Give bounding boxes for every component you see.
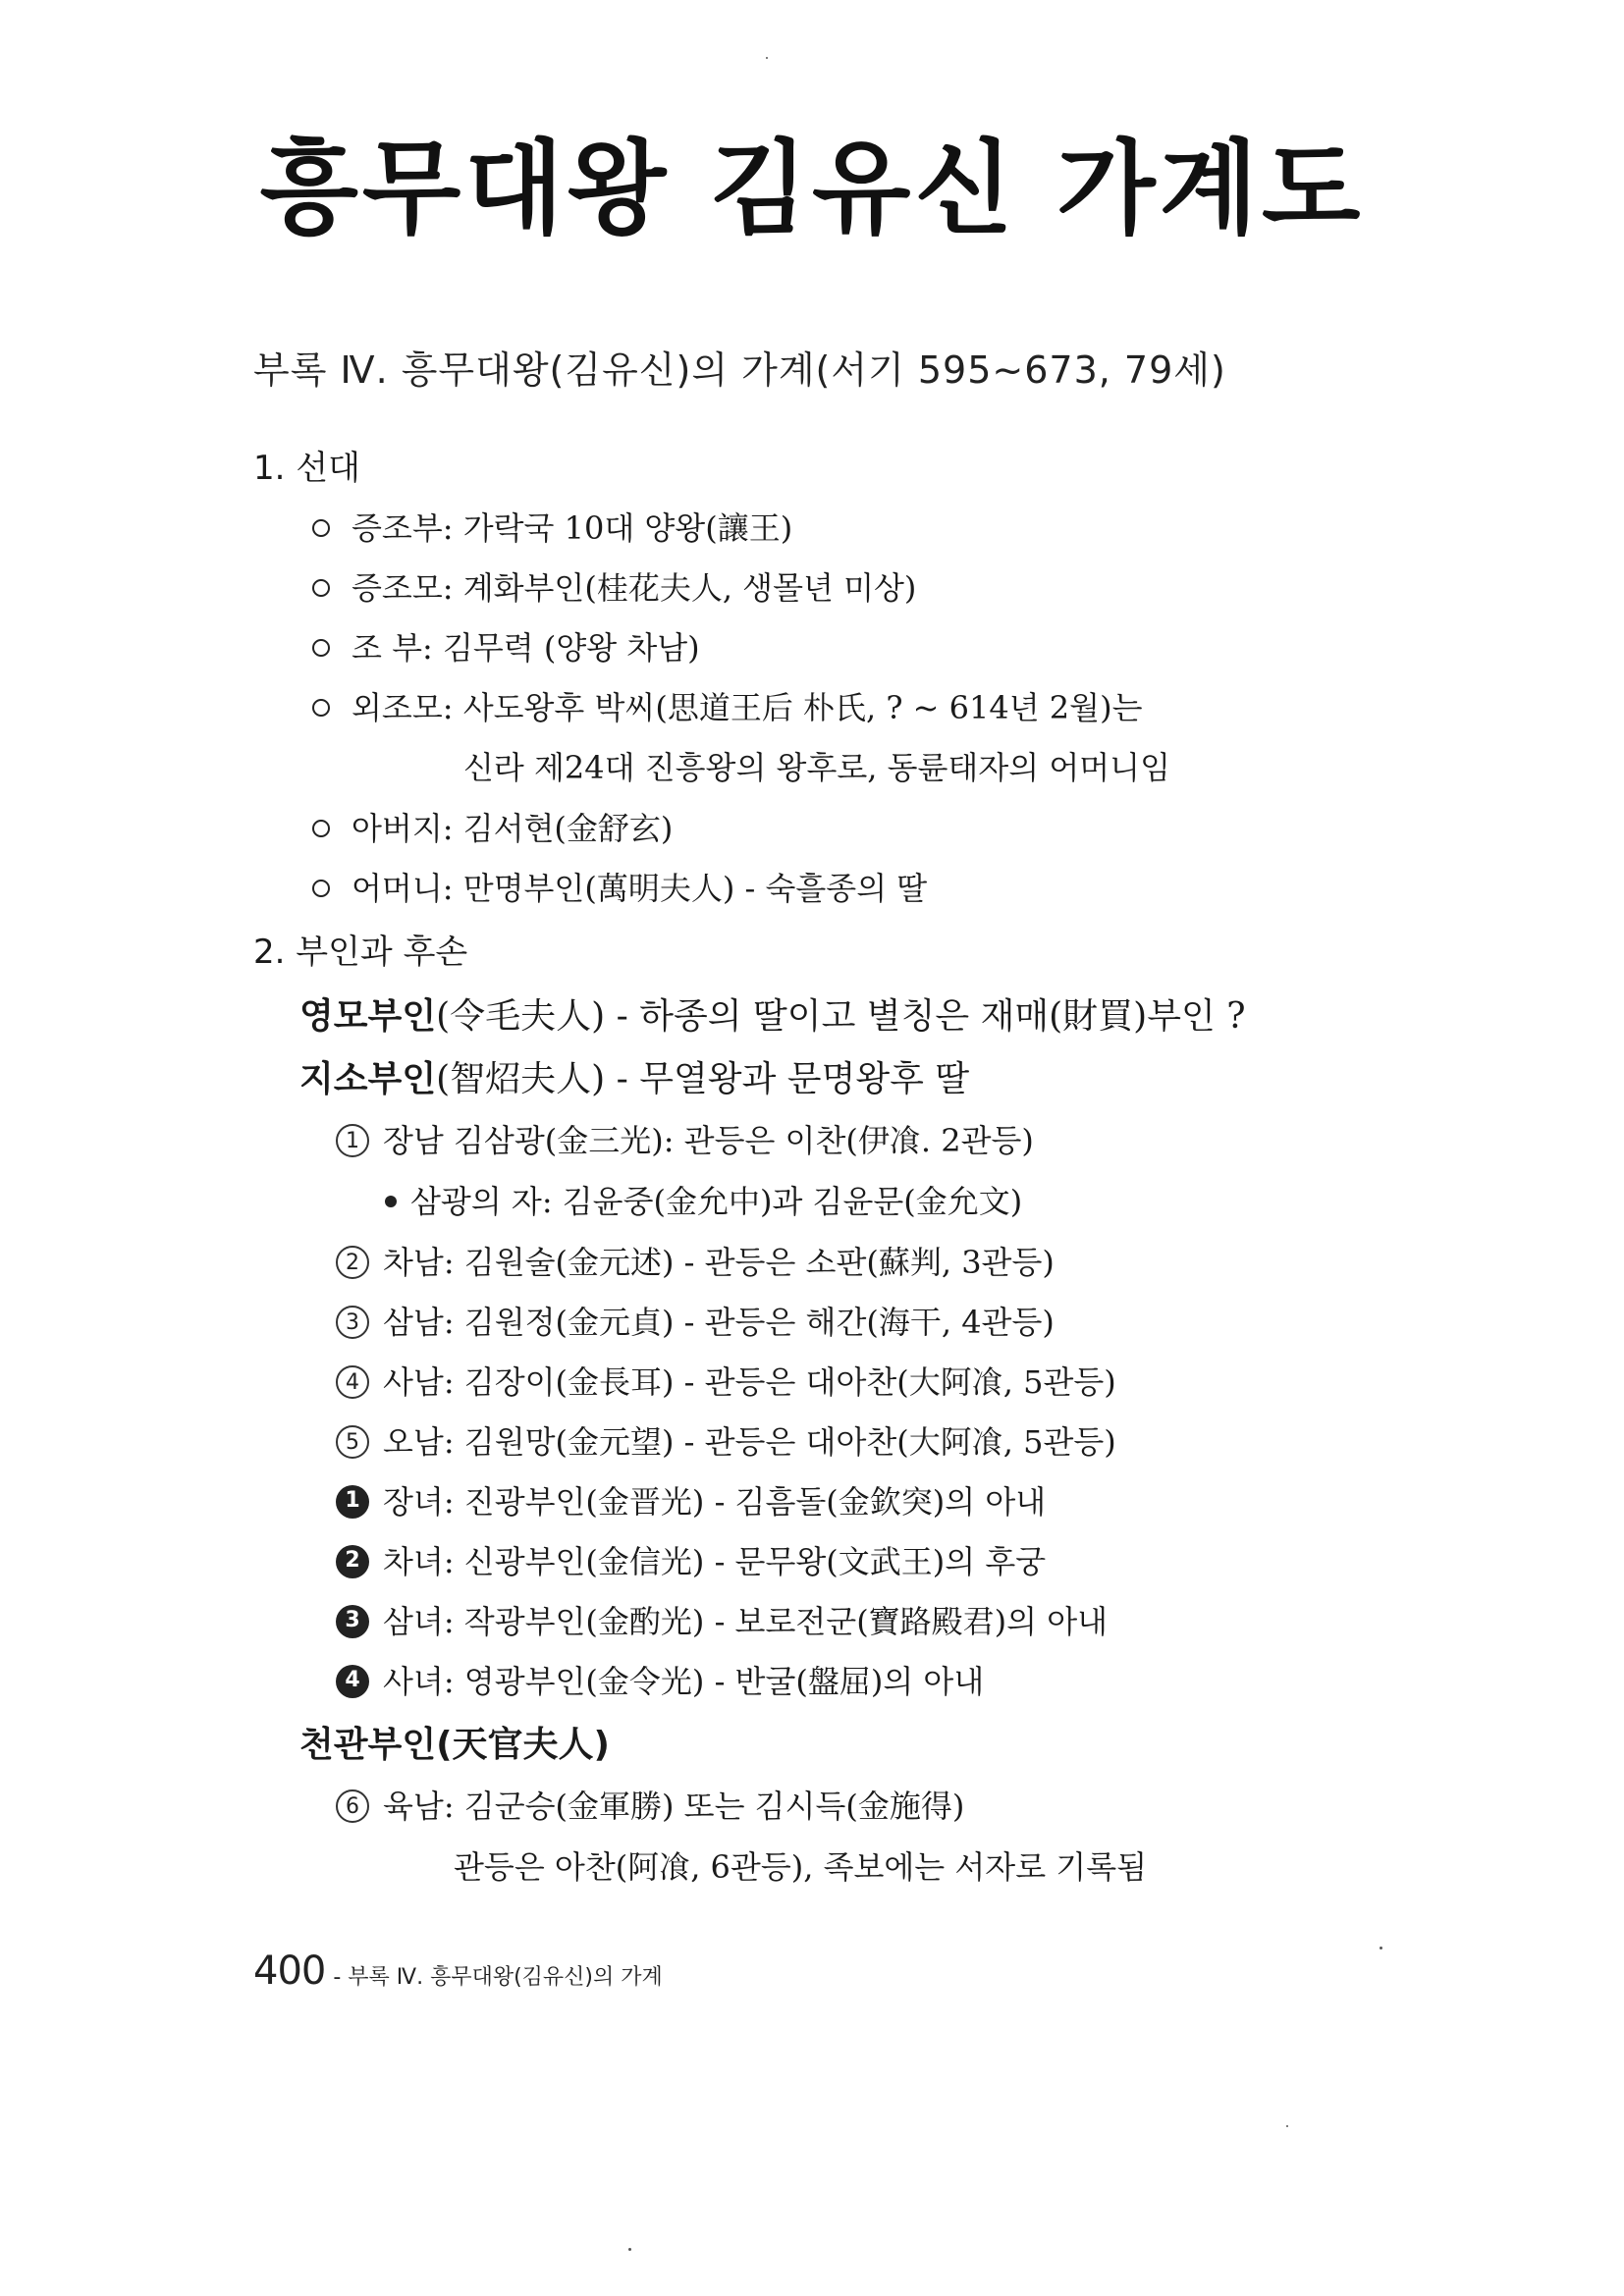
ancestor-text: 아버지: 김서현(金舒玄) bbox=[352, 810, 674, 847]
daughter-item bbox=[336, 1543, 1047, 1581]
daughter-item bbox=[336, 1603, 1109, 1641]
wife-name: 영모부인 bbox=[299, 996, 437, 1037]
filled-number-icon: 4 bbox=[336, 1665, 369, 1698]
wife-detail: (令毛夫人) - 하종의 딸이고 별칭은 재매(財買)부인 ? bbox=[436, 996, 1246, 1037]
child-item bbox=[336, 1122, 1034, 1160]
circle-bullet-icon bbox=[312, 699, 330, 717]
ancestor-text: 조 부: 김무력 (양왕 차남) bbox=[352, 629, 700, 667]
circle-bullet-icon bbox=[312, 880, 330, 897]
dot-bullet-icon bbox=[385, 1196, 397, 1207]
child-text: 차남: 김원술(金元述) - 관등은 소판(蘇判, 3관등) bbox=[383, 1244, 1055, 1281]
wife-name: 지소부인 bbox=[299, 1059, 437, 1099]
grandchild-text: 삼광의 자: 김윤중(金允中)과 김윤문(金允文) bbox=[410, 1183, 1023, 1220]
wife-jiso bbox=[299, 1059, 970, 1099]
scan-speck bbox=[1286, 2125, 1288, 2127]
child-item bbox=[336, 1244, 1055, 1282]
daughter-item bbox=[336, 1483, 1047, 1522]
ancestor-text: 증조부: 가락국 10대 양왕(讓王) bbox=[352, 509, 793, 547]
filled-number-icon: 3 bbox=[336, 1605, 369, 1638]
ancestor-item bbox=[312, 689, 1143, 726]
child-text: 오남: 김원망(金元望) - 관등은 대아찬(大阿飡, 5관등) bbox=[383, 1423, 1116, 1461]
ancestor-item bbox=[312, 569, 917, 607]
child-item bbox=[336, 1363, 1116, 1402]
child-text: 사녀: 영광부인(金令光) - 반굴(盤屈)의 아내 bbox=[383, 1663, 985, 1700]
child-text: 장남 김삼광(金三光): 관등은 이찬(伊飡. 2관등) bbox=[383, 1122, 1034, 1159]
circled-number-icon: 2 bbox=[336, 1246, 369, 1279]
filled-number-icon: 1 bbox=[336, 1485, 369, 1519]
child-text: 삼남: 김원정(金元貞) - 관등은 해간(海干, 4관등) bbox=[383, 1304, 1055, 1341]
child-item bbox=[336, 1304, 1055, 1342]
section-heading-wives-descendants: 2. 부인과 후손 bbox=[253, 933, 468, 972]
ancestor-text: 외조모: 사도왕후 박씨(思道王后 朴氏, ? ~ 614년 2월)는 bbox=[352, 689, 1143, 726]
appendix-subtitle: 부록 Ⅳ. 흥무대왕(김유신)의 가계(서기 595~673, 79세) bbox=[253, 348, 1226, 392]
scan-speck bbox=[1380, 1947, 1382, 1949]
filled-number-icon: 2 bbox=[336, 1545, 369, 1578]
circle-bullet-icon bbox=[312, 519, 330, 537]
wife-name: 천관부인(天官夫人) bbox=[299, 1725, 611, 1765]
circled-number-icon: 5 bbox=[336, 1425, 369, 1459]
ancestor-text: 어머니: 만명부인(萬明夫人) - 숙흘종의 딸 bbox=[352, 870, 928, 907]
page-title: 흥무대왕 김유신 가계도 bbox=[259, 129, 1365, 248]
child-item bbox=[336, 1790, 964, 1826]
section-heading-ancestors: 1. 선대 bbox=[253, 449, 360, 488]
page-footer bbox=[253, 1949, 663, 1994]
running-footer-text: - 부록 Ⅳ. 흥무대왕(김유신)의 가계 bbox=[333, 1965, 663, 1990]
circled-number-icon: 3 bbox=[336, 1306, 369, 1339]
ancestor-item bbox=[312, 629, 700, 667]
ancestor-item bbox=[312, 870, 928, 907]
ancestor-item bbox=[312, 509, 793, 547]
child-text: 사남: 김장이(金長耳) - 관등은 대아찬(大阿飡, 5관등) bbox=[383, 1363, 1116, 1401]
child-item bbox=[336, 1423, 1116, 1462]
page-number: 400 bbox=[253, 1949, 326, 1994]
daughter-item bbox=[336, 1663, 985, 1701]
ancestor-text: 증조모: 계화부인(桂花夫人, 생몰년 미상) bbox=[352, 569, 917, 607]
grandchild-item bbox=[385, 1183, 1023, 1220]
ancestor-continuation: 신라 제24대 진흥왕의 왕후로, 동륜태자의 어머니임 bbox=[463, 749, 1170, 786]
wife-detail: (智炤夫人) - 무열왕과 문명왕후 딸 bbox=[436, 1059, 970, 1099]
child-text: 장녀: 진광부인(金晋光) - 김흠돌(金欽突)의 아내 bbox=[383, 1483, 1047, 1521]
circle-bullet-icon bbox=[312, 820, 330, 837]
ancestor-item bbox=[312, 810, 674, 847]
child-text: 삼녀: 작광부인(金酌光) - 보로전군(寶路殿君)의 아내 bbox=[383, 1603, 1109, 1640]
circle-bullet-icon bbox=[312, 639, 330, 657]
circle-bullet-icon bbox=[312, 579, 330, 597]
scan-speck bbox=[628, 2248, 631, 2251]
circled-number-icon: 6 bbox=[336, 1789, 369, 1823]
child-text: 차녀: 신광부인(金信光) - 문무왕(文武王)의 후궁 bbox=[383, 1543, 1047, 1580]
child-continuation: 관등은 아찬(阿飡, 6관등), 족보에는 서자로 기록됨 bbox=[454, 1848, 1148, 1886]
child-text: 육남: 김군승(金軍勝) 또는 김시득(金施得) bbox=[383, 1788, 965, 1825]
circled-number-icon: 4 bbox=[336, 1365, 369, 1399]
circled-number-icon: 1 bbox=[336, 1124, 369, 1157]
wife-yeongmo bbox=[299, 996, 1246, 1037]
wife-cheongwan bbox=[299, 1725, 611, 1765]
scan-speck bbox=[766, 57, 768, 59]
